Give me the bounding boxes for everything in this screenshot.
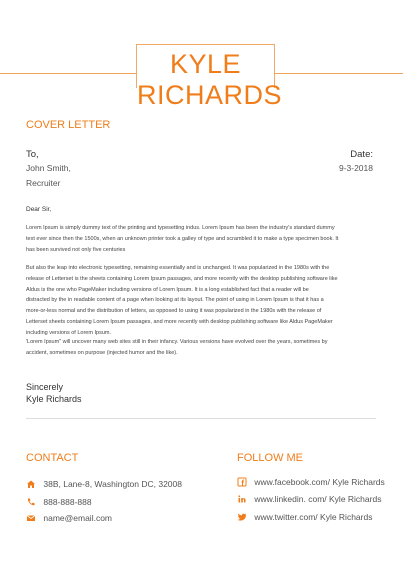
phone-text: 888-888-888 (43, 497, 92, 507)
cover-letter-title: COVER LETTER (26, 119, 111, 131)
contact-phone (26, 497, 92, 507)
linkedin-icon (237, 494, 247, 504)
last-name: RICHARDS (137, 80, 283, 110)
paragraph-1 (26, 223, 376, 255)
paragraph-line: 'Lorem Ipsum" will uncover many web sites still in their infancy. Various versions have evolved over the years, sometimes by (26, 339, 328, 345)
paragraph-2 (26, 263, 376, 336)
recipient-role: Recruiter (26, 178, 61, 188)
paragraph-3 (26, 337, 376, 359)
signature-name: Kyle Richards (26, 394, 82, 404)
facebook-icon (237, 477, 247, 487)
paragraph-line: Letterset sheets containing Lorem Ipsum passages, and more recently with desktop publishing software like Aldus PageMaker (26, 318, 333, 325)
paragraph-line: has been survived not only five centuries (26, 246, 126, 253)
twitter-icon (237, 512, 247, 522)
twitter-link[interactable]: www.twitter.com/ Kyle Richards (254, 512, 373, 522)
follow-twitter[interactable] (237, 512, 372, 522)
divider (26, 418, 376, 419)
salutation: Dear Sir, (26, 206, 52, 213)
email-icon (26, 513, 36, 523)
home-icon (26, 479, 36, 489)
contact-address (26, 479, 182, 489)
date-label: Date: (350, 149, 373, 160)
facebook-link[interactable]: www.facebook.com/ Kyle Richards (254, 477, 385, 487)
to-label: To, (26, 149, 39, 160)
paragraph-line: more-or-less normal and the distribution of letters, as opposed to using it was popularized in the 1980s with the release of (26, 308, 322, 315)
paragraph-line: Lorem Ipsum is simply dummy text of the printing and typesetting indus. Lorem Ipsum has been the industry's standard dummy (26, 225, 335, 231)
paragraph-line: including versions of Lorem Ipsum. (26, 329, 111, 336)
paragraph-line: accident, sometimes on purpose (injected humor and the like). (26, 349, 178, 356)
address-text: 38B, Lane-8, Washington DC, 32008 (43, 479, 182, 489)
contact-title: CONTACT (26, 452, 79, 464)
follow-title: FOLLOW ME (237, 452, 304, 464)
paragraph-line: text ever since then the 1500s, when an unknown printer took a galley of type and scrambled it to make a type specimen book. It (26, 235, 339, 242)
email-text: name@email.com (43, 513, 112, 523)
linkedin-link[interactable]: www.linkedin. com/ Kyle Richards (254, 494, 382, 504)
date-value: 9-3-2018 (338, 163, 373, 173)
paragraph-line: But also the leap into electronic typesetting, remaining essentially and is unchanged. It was popularized in the 1980s with the (26, 265, 330, 271)
closing: Sincerely (26, 382, 64, 392)
follow-facebook[interactable] (237, 477, 385, 487)
follow-linkedin[interactable] (237, 494, 381, 504)
first-name: KYLE (169, 49, 242, 79)
contact-email (26, 513, 112, 523)
paragraph-line: distracted by the in readable content of a page when looking at its layout. The point of using in Lorem Ipsum is that it has a (26, 297, 324, 304)
paragraph-line: release of Letterset is the sheets containing Lorem Ipsum passages, and more recently with the desktop publishing software like (26, 275, 338, 282)
phone-icon (26, 497, 36, 507)
recipient-name: John Smith, (26, 163, 71, 173)
name-box (136, 44, 283, 110)
paragraph-line: Aldus is the one who PageMaker including versions of Lorem Ipsum. It is a long established fact that a reader will be (26, 286, 309, 293)
